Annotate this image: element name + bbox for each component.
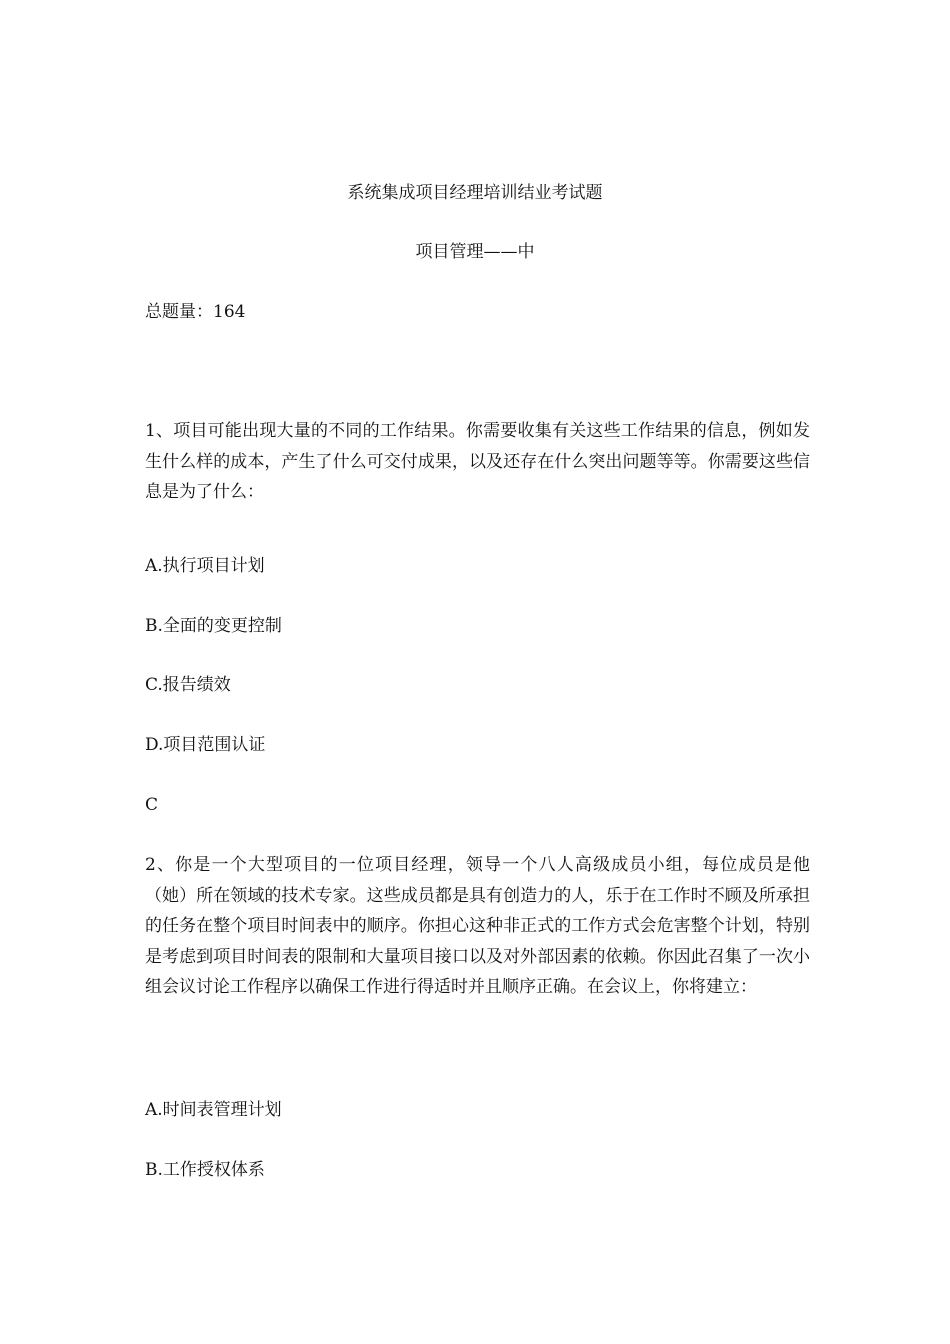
document-subtitle: 项目管理——中 xyxy=(415,242,535,262)
question-2-text: 2、你是一个大型项目的一位项目经理，领导一个八人高级成员小组，每位成员是他（她）所在领域的技术专家。这些成员都是具有创造力的人，乐于在工作时不顾及所承担的任务在整个项目时间表中的顺序。你担心这种非正式的工作方式会危害整个计划，特别是考虑到项目时间表的限制和大量项目接口以及对外部因素的依赖。你因此召集了一次小组会议讨论工作程序以确保工作进行得适时并且顺序正确。在会议上，你将建立： xyxy=(145,855,810,997)
question-1-answer: C xyxy=(145,795,159,815)
question-1-text: 1、项目可能出现大量的不同的工作结果。你需要收集有关这些工作结果的信息，例如发生什么样的成本，产生了什么可交付成果，以及还存在什么突出问题等等。你需要这些信息是为了什么： xyxy=(145,421,810,502)
question-2-option-a: A.时间表管理计划 xyxy=(145,1100,282,1120)
question-2-option-b: B.工作授权体系 xyxy=(145,1160,265,1180)
document-title: 系统集成项目经理培训结业考试题 xyxy=(347,183,603,203)
question-1-option-b: B.全面的变更控制 xyxy=(145,616,282,636)
question-1-option-d: D.项目范围认证 xyxy=(145,735,266,755)
question-1-option-a: A.执行项目计划 xyxy=(145,556,265,576)
question-1-option-c: C.报告绩效 xyxy=(145,675,231,695)
total-questions: 总题量：164 xyxy=(145,302,246,322)
